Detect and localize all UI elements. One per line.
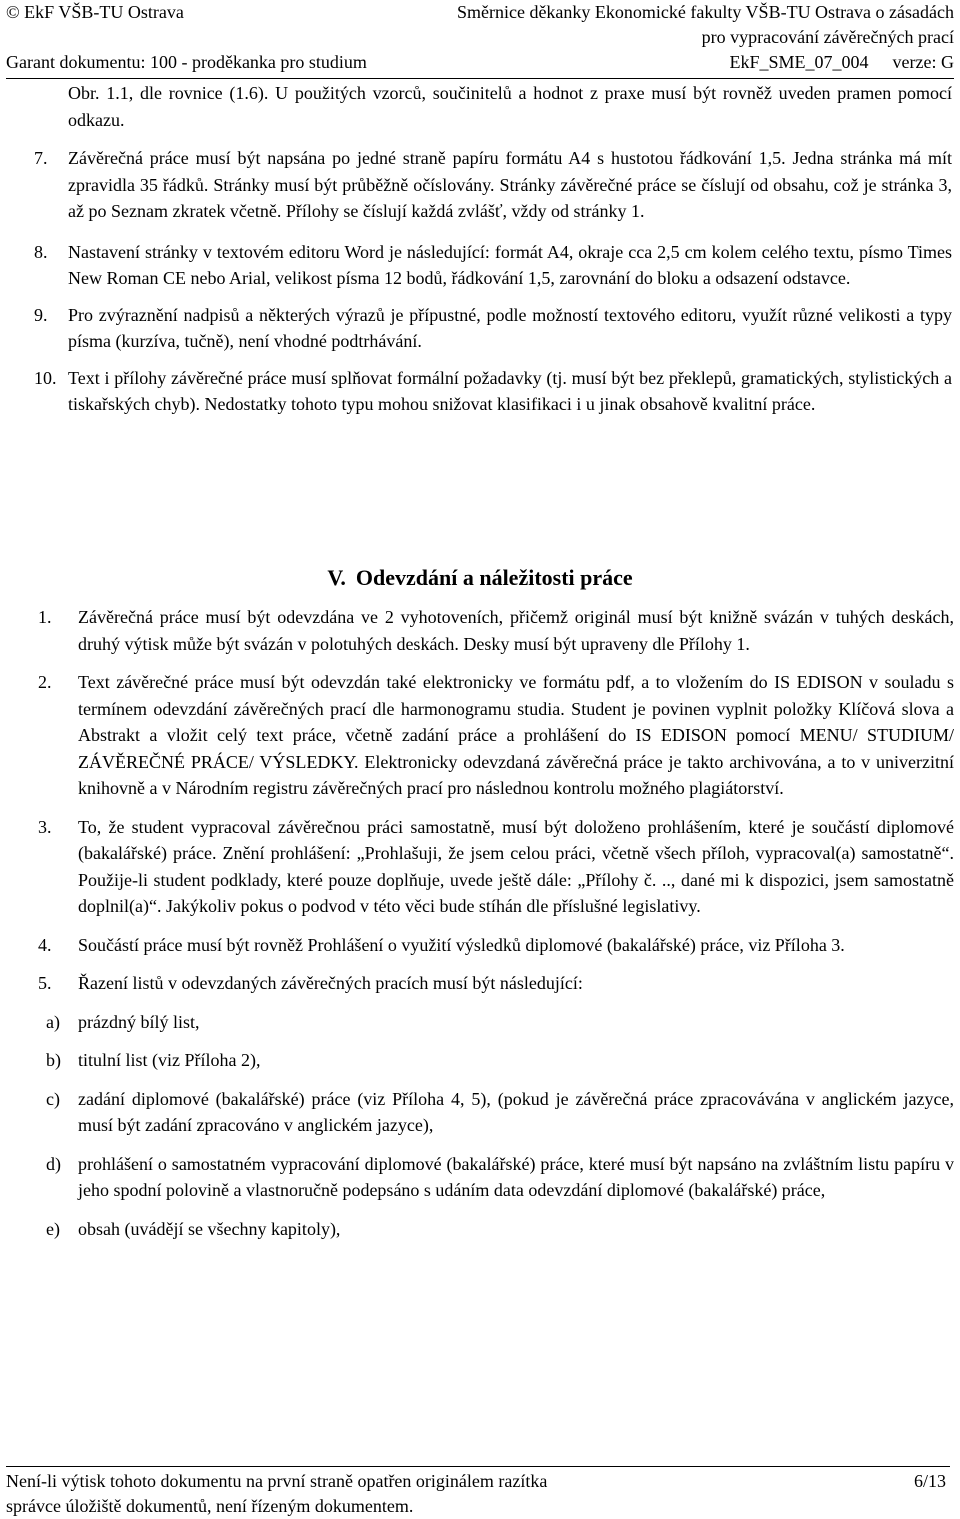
list-item-text: Závěrečná práce musí být napsána po jedné straně papíru formátu A4 s hustotou řádkování 1,5. Jedna stránka má mít zpravidla 35 řádků. Stránky musí být průběžně očíslovány. Stránky závěrečné práce se číslují od obsahu, což je stránka 3, až po Seznam zkratek včetně. Přílohy se číslují každá zvlášť, vždy od stránky 1.: [68, 148, 952, 221]
header-document-code: EkF_SME_07_004: [729, 52, 869, 72]
list-item-number: 7.: [34, 148, 48, 168]
section-heading: [0, 563, 960, 593]
header-row-1: [6, 0, 954, 25]
sub-item-text: prohlášení o samostatném vypracování diplomové (bakalářské) práce, které musí být napsáno na zvláštním listu papíru v jeho spodní polovině a vlastnoručně podepsáno s udáním data odevzdání diplomové (bakalářské) práce,: [78, 1153, 954, 1200]
header-subtitle: pro vypracování závěrečných prací: [701, 27, 954, 47]
list-item-text: Nastavení stránky v textovém editoru Word je následující: formát A4, okraje cca 2,5 cm kolem celého textu, písmo Times New Roman CE nebo Arial, velikost písma 12 bodů, řádkování 1,5, zarovnání do bloku a odsazení odstavce.: [68, 241, 952, 288]
sub-item-letter: b): [46, 1050, 61, 1070]
document-header: [6, 0, 954, 75]
section-list-item: [38, 970, 954, 997]
list-item-number: 4.: [38, 934, 52, 955]
footer-row-2: [6, 1494, 946, 1519]
body-text: [34, 80, 952, 418]
sub-list-item: [46, 1216, 954, 1243]
list-item-number: 9.: [34, 304, 48, 325]
section-body: [38, 604, 954, 1242]
list-item-number: 10.: [34, 367, 57, 388]
footer-row-1: [6, 1469, 946, 1494]
sub-list-item: [46, 1009, 954, 1036]
sub-item-letter: a): [46, 1011, 60, 1032]
section-list-item: [38, 604, 954, 657]
section-list-item: [38, 814, 954, 920]
sub-item-letter: c): [46, 1088, 60, 1109]
section-list-item: [38, 932, 954, 959]
list-item-text: Pro zvýraznění nadpisů a některých výrazů je přípustné, podle možností textového editoru, využít různé velikosti a typy písma (kurzíva, tučně), není vhodné podtrhávání.: [68, 304, 952, 351]
header-version: verze: G: [892, 52, 954, 72]
list-item: [34, 239, 952, 292]
list-item-number: 1.: [38, 607, 52, 627]
header-divider: [6, 78, 954, 79]
sub-list-item: [46, 1047, 954, 1074]
list-item: [34, 365, 952, 418]
list-item: [34, 145, 952, 225]
list-item-number: 3.: [38, 816, 52, 837]
header-code-version: [730, 50, 955, 75]
list-item-text: Součástí práce musí být rovněž Prohlášení o využití výsledků diplomové (bakalářské) práce, viz Příloha 3.: [78, 934, 845, 955]
footer-divider: [6, 1466, 950, 1467]
footer-notice-cont: správce úložiště dokumentů, není řízeným dokumentem.: [6, 1496, 414, 1516]
sub-item-text: obsah (uvádějí se všechny kapitoly),: [78, 1218, 341, 1239]
list-item: [34, 302, 952, 355]
header-copyright: © EkF VŠB-TU Ostrava: [6, 2, 184, 22]
footer-notice: Není-li výtisk tohoto dokumentu na první straně opatřen originálem razítka: [6, 1471, 548, 1491]
list-item-text: Text závěrečné práce musí být odevzdán také elektronicky ve formátu pdf, a to vložením do IS EDISON v souladu s termínem odevzdání závěrečných prací dle harmonogramu studia. Student je povinen vyplnit položky Klíčová slova a Abstrakt a vložit celý text práce, včetně zadání práce a prohlášení do IS EDISON pomocí MENU/ STUDIUM/ ZÁVĚREČNÉ PRÁCE/ VÝSLEDKY. Elektronicky odevzdaná závěrečná práce je takto archivována, a to v univerzitní knihovně a v Národním registru závěrečných prací pro následnou kontrolu možného plagiátorství.: [78, 672, 954, 798]
list-item-number: 2.: [38, 672, 52, 692]
page-number: 6/13: [913, 1471, 946, 1491]
list-item-number: 5.: [38, 973, 52, 993]
list-item-text: To, že student vypracoval závěrečnou práci samostatně, musí být doloženo prohlášením, které je součástí diplomové (bakalářské) práce. Znění prohlášení: „Prohlašuji, že jsem celou práci, včetně všech příloh, vypracoval(a) samostatně“. Použije-li student podklady, které pouze doplňuje, uvede ještě dále: „Přílohy č. .., dané mi k dispozici, jsem samostatně doplnil(a)“. Jakýkoliv pokus o podvod v této věci bude stíhán dle příslušné legislativy.: [78, 816, 954, 916]
list-item-text: Text i přílohy závěrečné práce musí splňovat formální požadavky (tj. musí být bez překlepů, gramatických, stylistických a tiskařských chyb). Nedostatky tohoto typu mohou snižovat klasifikaci i u jinak obsahově kvalitní práce.: [68, 367, 952, 414]
section-list-item: [38, 669, 954, 802]
sub-list-item: [46, 1086, 954, 1139]
header-row-2: [6, 25, 954, 50]
sub-item-letter: d): [46, 1153, 61, 1174]
list-item-text: Závěrečná práce musí být odevzdána ve 2 vyhotoveních, přičemž originál musí být knižně svázán v tuhých deskách, druhý výtisk může být svázán v polotuhých deskách. Desky musí být upraveny dle Přílohy 1.: [78, 607, 954, 654]
intro-paragraph: Obr. 1.1, dle rovnice (1.6). U použitých vzorců, součinitelů a hodnot z praxe musí být rovněž uveden pramen pomocí odkazu.: [68, 83, 952, 130]
sub-item-letter: e): [46, 1218, 60, 1239]
list-item-number: 8.: [34, 241, 48, 262]
sub-list-item: [46, 1151, 954, 1204]
header-row-3: [6, 50, 954, 75]
sub-item-text: titulní list (viz Příloha 2),: [78, 1050, 261, 1070]
section-number: V.: [327, 565, 346, 590]
document-footer: [6, 1469, 946, 1519]
section-title-text: Odevzdání a náležitosti práce: [355, 565, 633, 590]
header-guarantor: Garant dokumentu: 100 - proděkanka pro studium: [6, 52, 367, 72]
sub-item-text: prázdný bílý list,: [78, 1011, 200, 1032]
sub-item-text: zadání diplomové (bakalářské) práce (viz Příloha 4, 5), (pokud je závěrečná práce zpracovávána v anglickém jazyce, musí být zadání zpracováno v anglickém jazyce),: [78, 1088, 954, 1135]
list-item-text: Řazení listů v odevzdaných závěrečných pracích musí být následující:: [78, 973, 583, 993]
header-title: Směrnice děkanky Ekonomické fakulty VŠB-TU Ostrava o zásadách: [456, 2, 954, 22]
